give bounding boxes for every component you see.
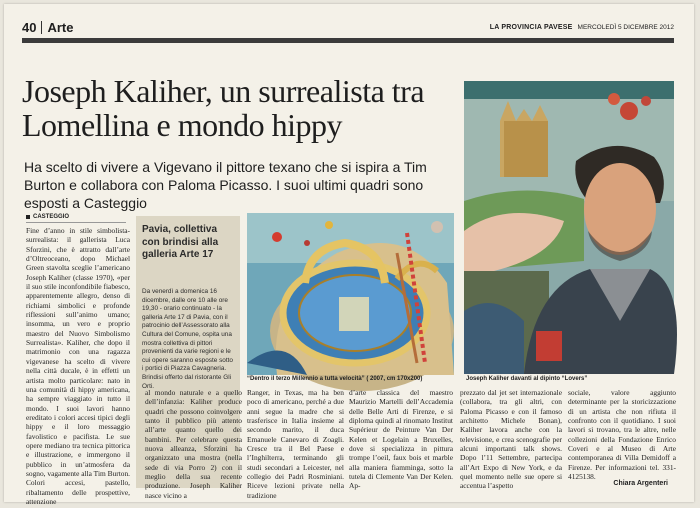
section-name: Arte (47, 19, 74, 35)
newspaper-page (4, 4, 694, 506)
page-header (22, 18, 674, 36)
page-number: 40 (22, 19, 37, 35)
sidebar-text: Da venerdì a domenica 16 dicembre, dalle ore 10 alle ore 19,30 - orario continuato - la galleria Arte 17 di Pavia, con il patrocinio dell’Assessorato alla Cultura del Comune, ospita una mostra collettiva di pittori provenienti da varie regioni e le cui opere saranno esposte sotto i portici di Piazza Cavagneria. Brindisi offerto dal ristorante Gli Orti. (142, 288, 233, 390)
header-divider (41, 21, 42, 34)
issue-date: MERCOLEDÌ 5 DICEMBRE 2012 (577, 23, 674, 31)
body-column-4: d’arte classica del maestro Maurizio Martelli dell’Accademia delle Belle Arti di Firenze, e si diploma quindi al rinomato Institut Supérieur de Peinture Van Der Kelen et Logelain a Bruxelles, dove si specializza in pittura trompe l’oeil, faux bois et marble alla maniera fiamminga, sotto la tutela di Clemente Van Der Kelen. Ap- (349, 388, 453, 491)
article-headline: Joseph Kaliher, un surrealista tra Lomellina e mondo hippy (22, 73, 425, 143)
newspaper-name: LA PROVINCIA PAVESE (489, 23, 573, 31)
dateline-rule (26, 222, 126, 223)
bullet-icon (26, 215, 30, 219)
body-column-3: Ranger, in Texas, ma ha ben poco di americano, perché a due anni segue la madre che si trasferisce in Italia insieme al secondo marito, il duca Emanuele Canevaro di Zoagli. Cresce tra il Bel Paese e l’Inghilterra, terminando gli studi secondari a Leicester, nel collegio dei Padri Rosminiani. Riceve lezioni private nella tradizione (247, 388, 344, 500)
body-column-5: prezzato dal jet set internazionale (collabora, tra gli altri, con Paloma Picasso e con il famoso architetto Michele Bonan), Kaliher lavora anche con la televisione, e crea scenografie per alcuni importanti talk shows. Dopo l’11 Settembre, partecipa all’Art Expo di New York, e da quel momento nelle sue opere si accentua l’aspetto (460, 388, 562, 491)
sidebar-title: Pavia, collettiva con brindisi alla galleria Arte 17 (142, 224, 219, 260)
portrait-caption: Joseph Kaliher davanti al dipinto “Lovers” (466, 376, 588, 382)
painting-image (247, 213, 454, 375)
dateline-text: CASTEGGIO (33, 214, 70, 220)
author-byline: Chiara Argenteri (613, 480, 668, 487)
header-rule (22, 38, 674, 43)
painting-caption: “Dentro il terzo Millennio a tutta velocità” ( 2007, cm 170x200) (247, 376, 423, 382)
artist-portrait-photo (464, 81, 674, 374)
article-subheadline: Ha scelto di vivere a Vigevano il pittore texano che si ispira a Tim Burton e collabora con Paloma Picasso. I suoi ultimi quadri sono esposti a Casteggio (24, 159, 427, 211)
dateline (26, 214, 69, 220)
body-column-1: Fine d’anno in stile simbolista-surrealista: il gallerista Luca Sforzini, che è attratto dall’arte d’Oltreoceano, dopo Michael Green stavolta sceglie l’americano Joseph Kaliher (classe 1970), «per il suo stile inconfondibile fiabesco, apparentemente allegro, denso di richiami simbolici e profonde riflessioni sull’animo umano; insomma, un vero e proprio maestro del Nuovo Simbolismo Surrealista». Kaliher, che dopo il matrimonio con una ragazza vigevanese ha scelto di vivere nella città ducale, è in effetti un artista molto particolare: nato in una comunità di hippy americana, ha sempre viaggiato in tutto il mondo. I suoi lavori hanno ereditato i colori accesi tipici degli hippy e il loro messaggio favolistico e pacifista. Le sue opere mediano tra tecnica pittorica e illustrazione, e immergono il pubblico in un’atmosfera da sogno, vagamente alla Tim Burton. Colori accesi, pastello, ribaltamento delle prospettive, attenzione (26, 226, 130, 506)
body-column-2: al mondo naturale e a quello dell’infanzia: Kaliher produce quadri che possono coinvolgere tanto il pubblico più attento all’arte quanto quello dei bambini. Per celebrare questa nuova alleanza, Sforzini ha organizzato una mostra (nella sede di via Porro 2) con il meglio della sua recente produzione. Joseph Kaliher nasce vicino a (145, 388, 242, 500)
body-column-6: sociale, valore aggiunto determinante per la storicizzazione di un artista che non rifiuta il confronto con il quotidiano. I suoi lavori si trovano, tra le altre, nelle collezioni della Fondazione Enrico Coveri e al Museo di Arte contemporanea di Villa Demidoff a Firenze. Per informazioni tel. 331-4125138. (568, 388, 676, 482)
